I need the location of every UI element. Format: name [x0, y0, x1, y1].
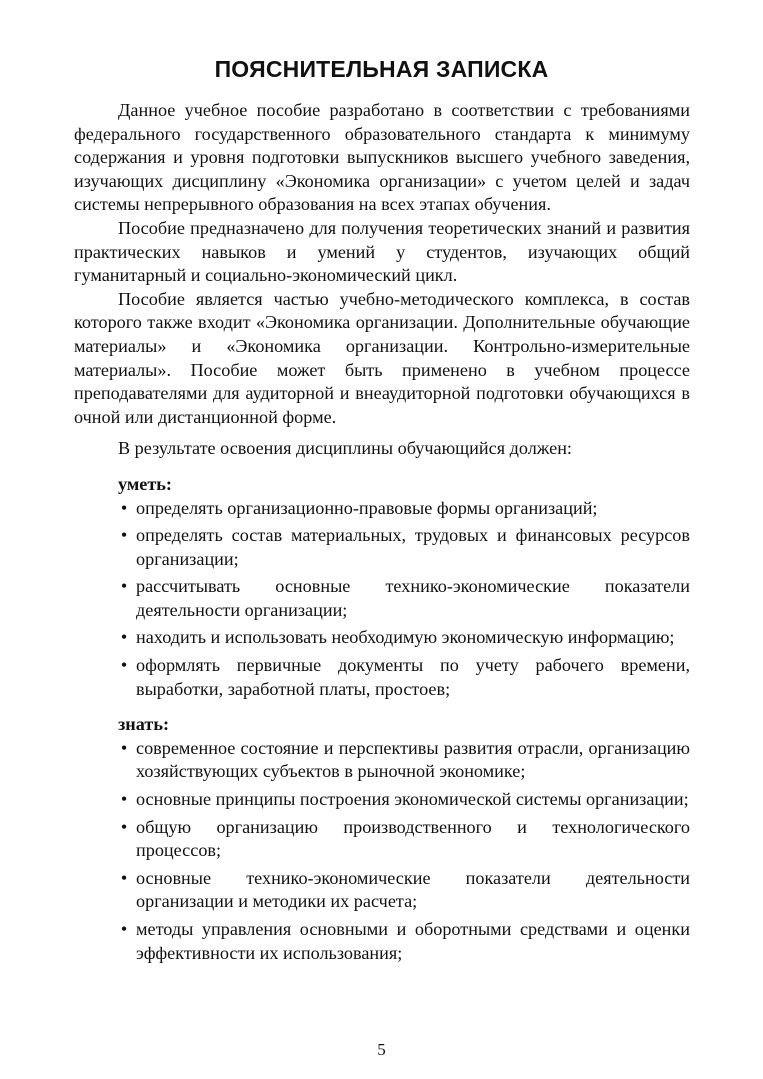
list-item-text: методы управления основными и оборотными средствами и оценки эффективности их использования; [136, 919, 690, 963]
bullet-icon: • [120, 867, 128, 888]
list-item-text: оформлять первичные документы по учету рабочего времени, выработки, заработной платы, простоев; [136, 655, 690, 699]
bullet-icon: • [120, 919, 128, 939]
list-item-text: находить и использовать необходимую экономическую информацию; [136, 627, 675, 648]
bullet-icon: • [120, 789, 128, 810]
list-item-text: общую организацию производственного и технологического процессов; [136, 816, 690, 861]
bullet-icon: • [120, 576, 128, 597]
page-title: ПОЯСНИТЕЛЬНАЯ ЗАПИСКА [214, 56, 549, 82]
list-item [120, 575, 690, 622]
paragraph-purpose: Данное учебное пособие разработано в соответствии с требованиями федерального государственного образовательного стандарта к минимуму содержания и уровня подготовки выпускников высшего учебного заведения, изучающих дисциплину «Экономика организации» с учетом целей и задач системы непрерывного образования на всех этапах обучения. [74, 100, 690, 215]
page-number: 5 [377, 1040, 386, 1059]
bullet-icon: • [120, 525, 128, 546]
list-item-text: основные принципы построения экономической системы организации; [136, 789, 689, 810]
bullet-icon: • [120, 655, 128, 676]
paragraph-complex: Пособие является частью учебно-методического комплекса, в состав которого также входит «Экономика организации. Дополнительные обучающие материалы» и «Экономика организации. Контрольно-измерительные материалы». Пособие может быть применено в учебном процессе преподавателями для аудиторной и внеаудиторной подготовки обучающихся в очной или дистанционной форме. [74, 288, 690, 427]
document-body [74, 99, 690, 977]
list-item [120, 816, 690, 863]
bullet-icon: • [120, 627, 128, 648]
list-item [120, 867, 690, 914]
list-item-text: определять организационно-правовые формы организаций; [136, 497, 598, 518]
skills-list [74, 497, 690, 702]
list-item-text: современное состояние и перспективы развития отрасли, организацию хозяйствующих субъектов в рыночной экономике; [136, 737, 690, 782]
list-item-text: основные технико-экономические показатели деятельности организации и методики их расчета; [136, 867, 690, 912]
skills-heading: уметь: [118, 473, 172, 494]
list-item [120, 918, 690, 965]
knowledge-heading: знать: [118, 714, 170, 735]
list-item [120, 626, 690, 650]
paragraph-audience: Пособие предназначено для получения теоретических знаний и развития практических навыков и умений у студентов, изучающих общий гуманитарный и социально-экономический цикл. [74, 217, 690, 286]
list-item [120, 524, 690, 571]
list-item [120, 497, 690, 521]
paragraph-outcomes-intro: В результате освоения дисциплины обучающийся должен: [118, 438, 572, 459]
list-item [120, 737, 690, 784]
list-item [120, 654, 690, 701]
bullet-icon: • [120, 816, 128, 837]
list-item [120, 788, 690, 812]
list-item-text: рассчитывать основные технико-экономические показатели деятельности организации; [136, 576, 690, 620]
list-item-text: определять состав материальных, трудовых и финансовых ресурсов организации; [136, 525, 690, 569]
knowledge-list [74, 737, 690, 965]
bullet-icon: • [120, 497, 128, 518]
bullet-icon: • [120, 737, 128, 758]
